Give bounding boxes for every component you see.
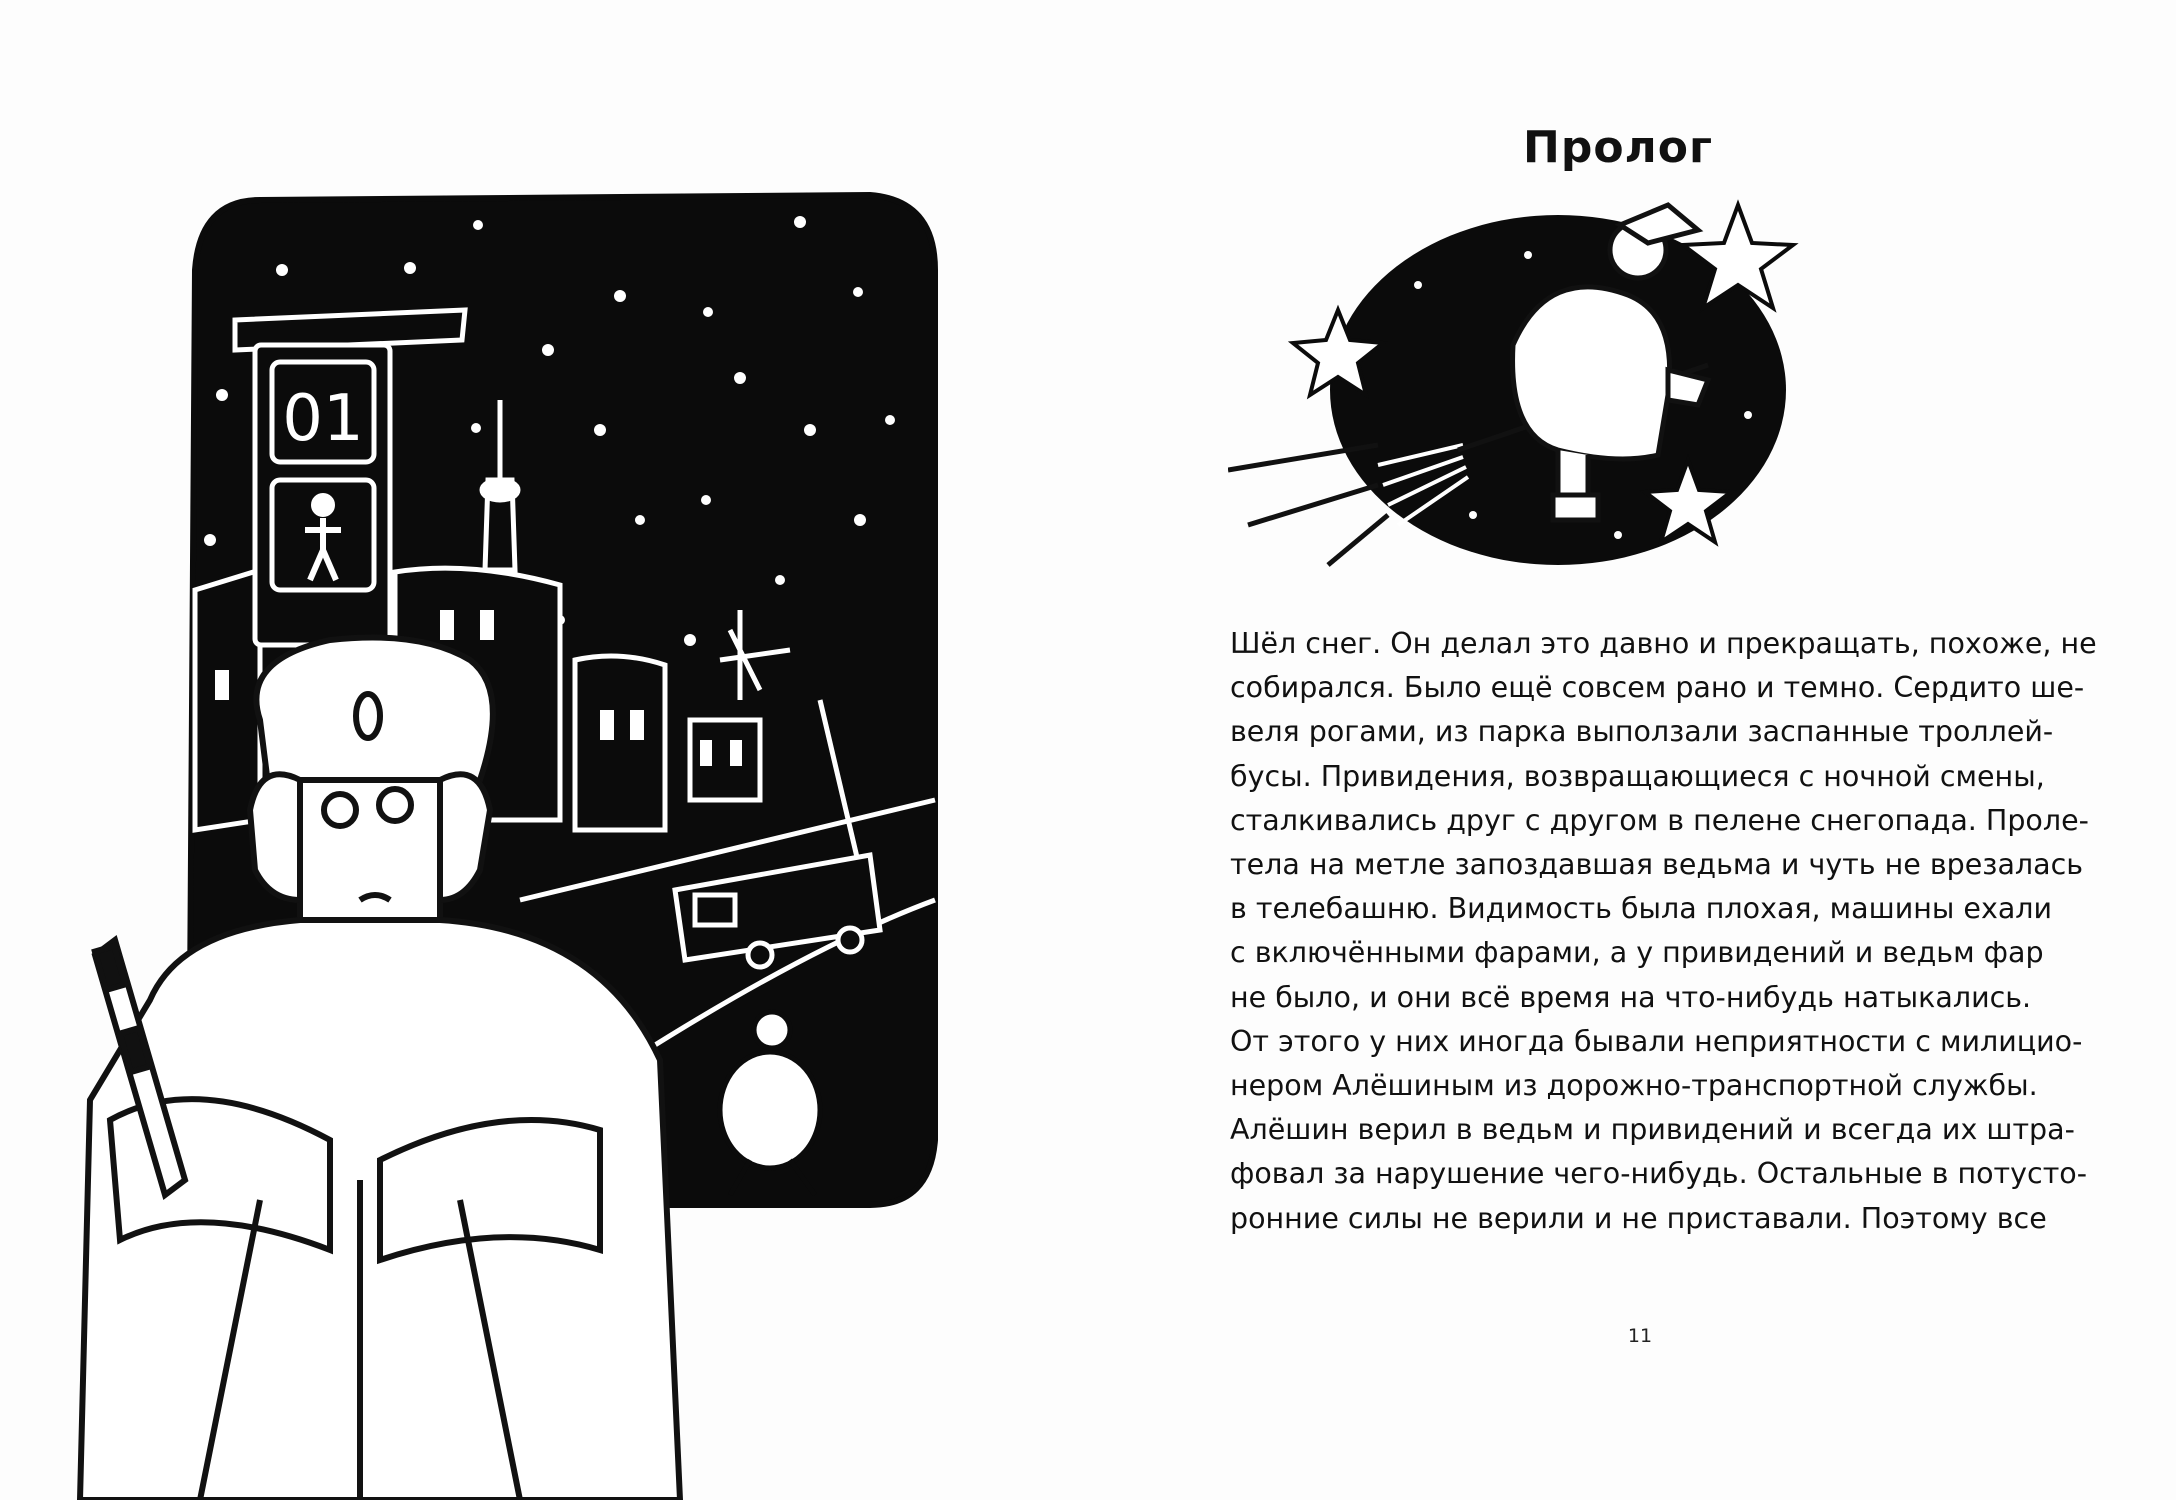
text-line: тела на метле запоздавшая ведьма и чуть не врезалась xyxy=(1230,848,2084,882)
text-line: в телебашню. Видимость была плохая, машины ехали xyxy=(1230,892,2053,926)
text-line: Алёшин верил в ведьм и привидений и всегда их штра- xyxy=(1230,1113,2075,1147)
text-line: ронние силы не верили и не приставали. Поэтому все xyxy=(1230,1201,2047,1235)
text-line: не было, и они всё время на что-нибудь натыкались. xyxy=(1230,980,2032,1014)
text-line: веля рогами, из парка выползали заспанные троллей- xyxy=(1230,715,2054,749)
text-line: От этого у них иногда бывали неприятности с милицио- xyxy=(1230,1024,2083,1058)
text-line: бусы. Привидения, возвращающиеся с ночной смены, xyxy=(1230,759,2045,793)
body-text xyxy=(1230,622,2097,1241)
text-line: Шёл снег. Он делал это давно и прекращать, похоже, не xyxy=(1230,627,2097,660)
witch-on-broom-illustration xyxy=(1228,195,1888,585)
chapter-title: Пролог xyxy=(1523,122,1713,173)
traffic-sign-number: 01 xyxy=(282,382,364,456)
text-line: фовал за нарушение чего-нибудь. Остальные в потусто- xyxy=(1230,1157,2088,1191)
text-line: собирался. Было ещё совсем рано и темно. Сердито ше- xyxy=(1230,671,2085,705)
page-number: 11 xyxy=(1627,1325,1653,1347)
text-line: нером Алёшиным из дорожно-транспортной службы. xyxy=(1230,1069,2038,1103)
text-line: сталкивались друг с другом в пелене снегопада. Проле- xyxy=(1230,803,2089,837)
text-line: с включёнными фарами, а у привидений и ведьм фар xyxy=(1230,936,2044,970)
